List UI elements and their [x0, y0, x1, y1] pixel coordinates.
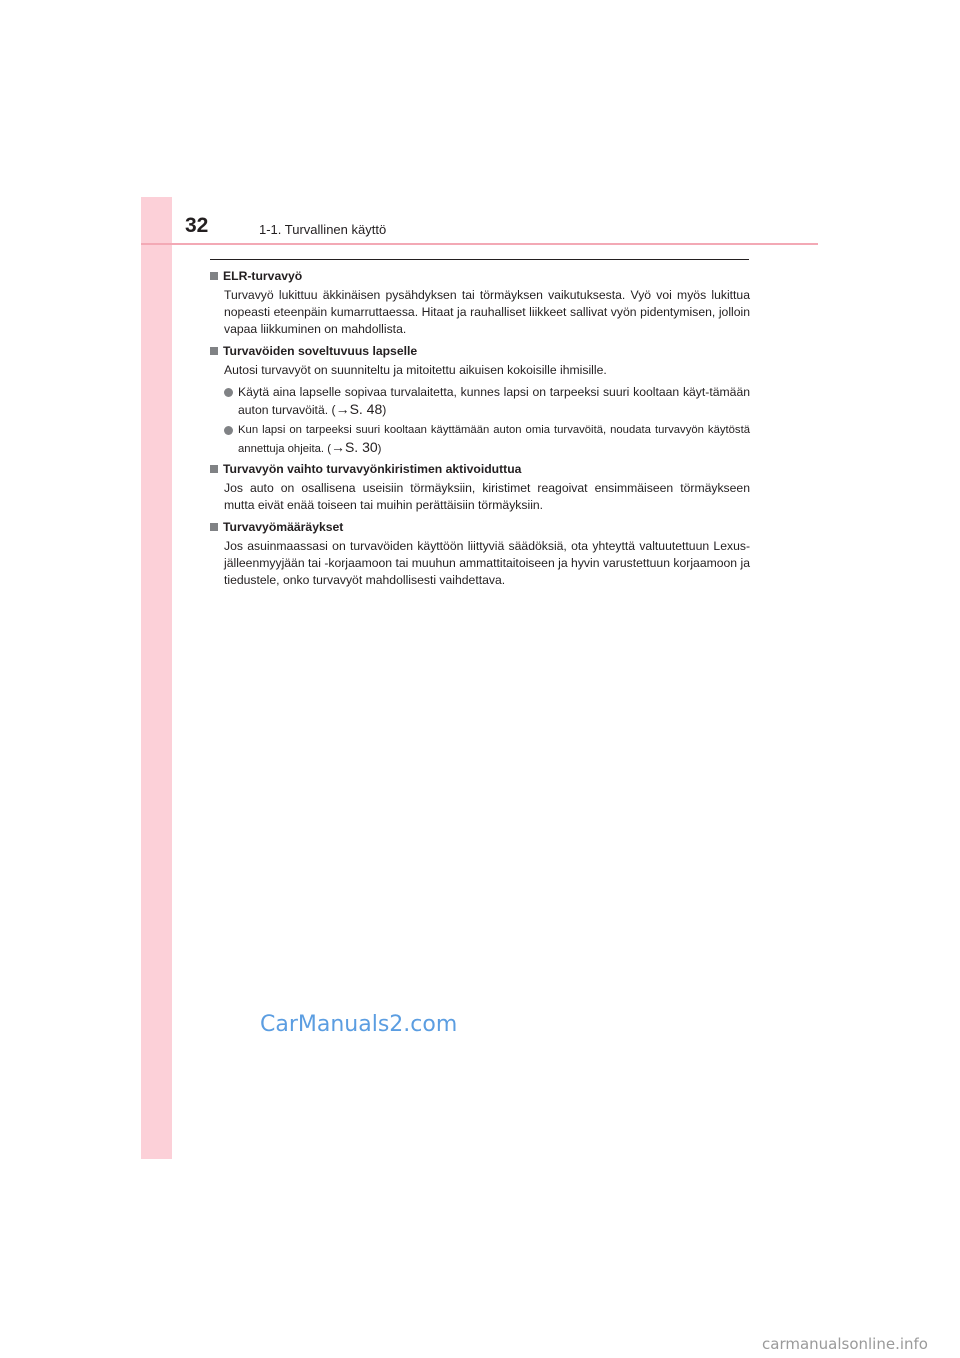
content-divider [210, 259, 749, 260]
section-regulations [210, 519, 750, 589]
square-bullet-icon [210, 523, 218, 531]
section-text: Jos asuinmaassasi on turvavöiden käyttöön liittyviä säädöksiä, ota yhteyttä valtuutettuun Lexus-jälleenmyyjään tai -korjaamoon tai muuhun ammattitaitoiseen ja hyvin varustettuun korjaamoon ja tiedustele, onko turvavyöt mahdollisesti vaihdettava. [224, 539, 750, 587]
page-number: 32 [185, 214, 209, 237]
bullet-end: ) [382, 403, 387, 417]
section-child-suitability [210, 343, 750, 458]
footer-watermark: carmanualsonline.info [762, 1335, 928, 1353]
heading-text: Turvavöiden soveltuvuus lapselle [223, 344, 418, 358]
section-text: Turvavyö lukittuu äkkinäisen pysähdyksen tai törmäyksen vaikutuksesta. Vyö voi myös lukittua nopeasti eteenpäin kumarruttaessa. Hitaat ja rauhalliset liikkeet sallivat vyön pidentymisen, jolloin vapaa liikkuminen on mahdollista. [224, 288, 750, 336]
section-heading [210, 519, 750, 536]
section-text: Jos auto on osallisena useisiin törmäyksiin, kiristimet reagoivat ensimmäiseen törmäykseen mutta eivät enää toiseen tai muihin perättäisiin törmäyksiin. [224, 481, 750, 512]
header-line [141, 243, 818, 245]
section-heading [210, 343, 750, 360]
bullet-end: ) [377, 443, 382, 455]
watermark-logo: CarManuals2.com [260, 1012, 458, 1037]
square-bullet-icon [210, 465, 218, 473]
bullet-text: Käytä aina lapselle sopivaa turvalaitetta, kunnes lapsi on tarpeeksi suuri kooltaan käyt-tämään auton turvavöitä. ( [238, 385, 750, 417]
circle-bullet-icon [224, 426, 233, 435]
heading-text: Turvavyön vaihto turvavyönkiristimen aktivoiduttua [223, 462, 522, 476]
page-reference-link[interactable]: →S. 30 [330, 439, 378, 455]
bullet-item [238, 422, 750, 458]
square-bullet-icon [210, 272, 218, 280]
section-heading [210, 461, 750, 478]
section-text: Autosi turvavyöt on suunniteltu ja mitoitettu aikuisen kokoisille ihmisille. [224, 363, 607, 377]
bullet-text: Kun lapsi on tarpeeksi suuri kooltaan käyttämään auton omia turvavöitä, noudata turvavyön käytöstä annettuja ohjeita. ( [238, 424, 750, 455]
section-elr [210, 268, 750, 338]
section-heading [210, 268, 750, 285]
side-band [141, 197, 172, 1159]
heading-text: ELR-turvavyö [223, 269, 303, 283]
section-pretensioner-replacement [210, 461, 750, 514]
content [210, 268, 750, 594]
section-title: 1-1. Turvallinen käyttö [259, 222, 387, 237]
bullet-item [238, 384, 750, 419]
heading-text: Turvavyömääräykset [223, 520, 344, 534]
circle-bullet-icon [224, 388, 233, 397]
page-reference-link[interactable]: →S. 48 [335, 401, 383, 417]
square-bullet-icon [210, 347, 218, 355]
